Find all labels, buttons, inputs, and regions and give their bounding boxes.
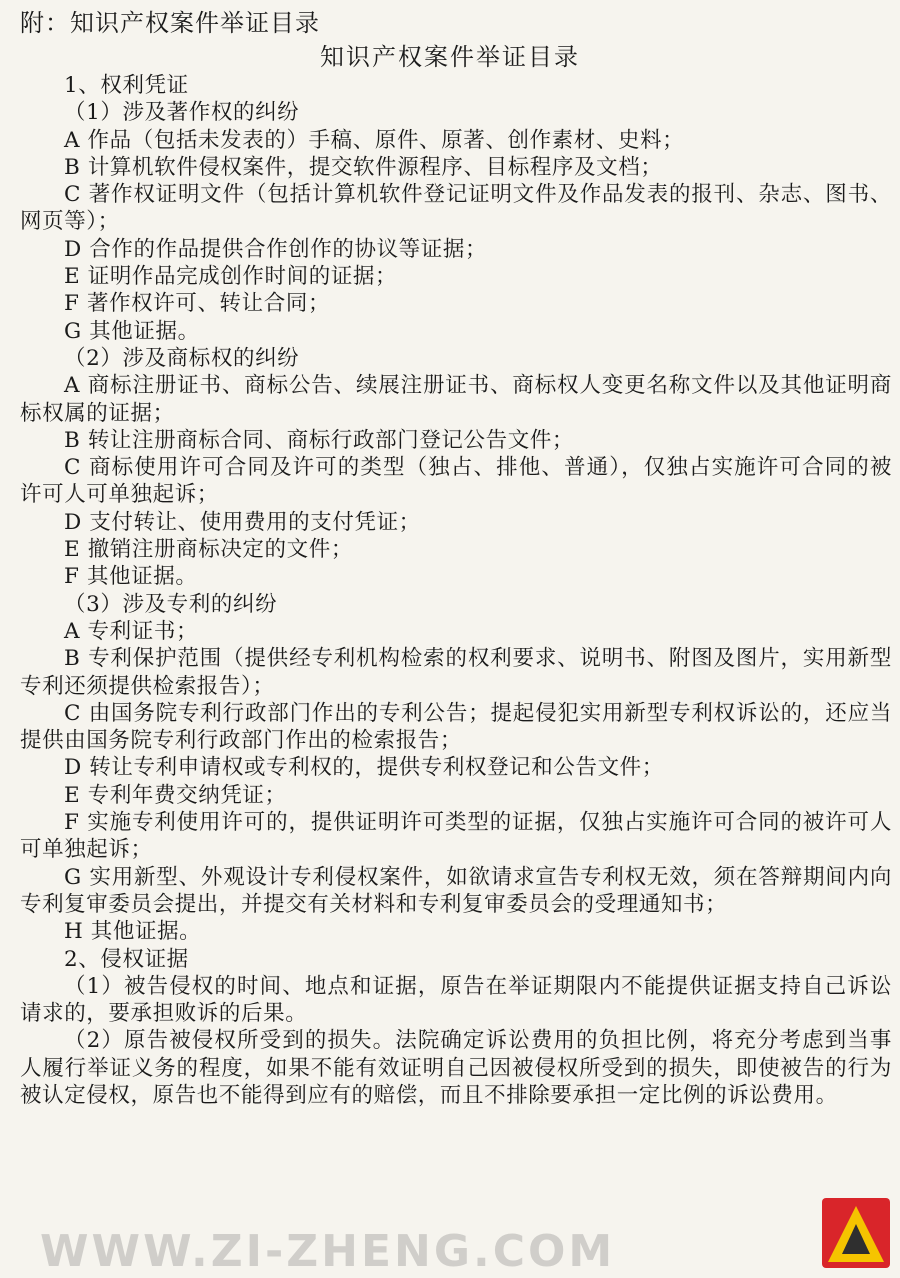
- list-item: C 由国务院专利行政部门作出的专利公告；提起侵犯实用新型专利权诉讼的，还应当提供由国务院专利行政部门作出的检索报告；: [20, 700, 892, 754]
- list-item: A 商标注册证书、商标公告、续展注册证书、商标权人变更名称文件以及其他证明商标权属的证据；: [20, 373, 892, 426]
- list-item: H 其他证据。: [64, 919, 202, 945]
- list-item: F 其他证据。: [64, 564, 198, 590]
- list-item: G 实用新型、外观设计专利侵权案件，如欲请求宣告专利权无效，须在答辩期间内向专利复审委员会提出，并提交有关材料和专利复审委员会的受理通知书；: [20, 864, 892, 917]
- paragraph: （1）被告侵权的时间、地点和证据，原告在举证期限内不能提供证据支持自己诉讼请求的，要承担败诉的后果。: [20, 973, 892, 1027]
- list-item: D 转让专利申请权或专利权的，提供专利权登记和公告文件；: [64, 755, 664, 781]
- list-item: G 其他证据。: [64, 318, 200, 344]
- list-item: A 专利证书；: [64, 618, 199, 644]
- list-item: C 著作权证明文件（包括计算机软件登记证明文件及作品发表的报刊、杂志、图书、网页等）；: [20, 182, 892, 235]
- subsection-heading: （2）涉及商标权的纠纷: [64, 345, 300, 371]
- list-item: E 撤销注册商标决定的文件；: [64, 537, 353, 563]
- list-item: E 专利年费交纳凭证；: [64, 782, 287, 808]
- attachment-header: 附：知识产权案件举证目录: [20, 9, 320, 37]
- list-item: D 支付转让、使用费用的支付凭证；: [64, 509, 421, 535]
- document-title: 知识产权案件举证目录: [320, 43, 580, 71]
- list-item: A 作品（包括未发表的）手稿、原件、原著、创作素材、史料；: [64, 127, 685, 153]
- section-heading: 2、侵权证据: [64, 946, 189, 972]
- subsection-heading: （3）涉及专利的纠纷: [64, 591, 278, 617]
- list-item: C 商标使用许可合同及许可的类型（独占、排他、普通），仅独占实施许可合同的被许可人可单独起诉；: [20, 455, 892, 508]
- document-body: [20, 72, 892, 1109]
- list-item: B 转让注册商标合同、商标行政部门登记公告文件；: [64, 427, 575, 453]
- section-heading: 1、权利凭证: [64, 73, 189, 98]
- paragraph: （2）原告被侵权所受到的损失。法院确定诉讼费用的负担比例，将充分考虑到当事人履行举证义务的程度，如果不能有效证明自己因被侵权所受到的损失，即使被告的行为被认定侵权，原告也不能得到应有的赔偿，而且不排除要承担一定比例的诉讼费用。: [20, 1028, 892, 1108]
- list-item: B 计算机软件侵权案件，提交软件源程序、目标程序及文档；: [64, 154, 663, 180]
- subsection-heading: （1）涉及著作权的纠纷: [64, 100, 300, 126]
- site-watermark: WWW.ZI-ZHENG.COM: [40, 1226, 616, 1277]
- list-item: D 合作的作品提供合作创作的协议等证据；: [64, 236, 488, 262]
- list-item: F 著作权许可、转让合同；: [64, 291, 331, 317]
- list-item: E 证明作品完成创作时间的证据；: [64, 264, 398, 290]
- list-item: B 专利保护范围（提供经专利机构检索的权利要求、说明书、附图及图片，实用新型专利还须提供检索报告）；: [20, 646, 892, 699]
- list-item: F 实施专利使用许可的，提供证明许可类型的证据，仅独占实施许可合同的被许可人可单独起诉；: [20, 810, 892, 863]
- site-logo-icon: [820, 1196, 892, 1270]
